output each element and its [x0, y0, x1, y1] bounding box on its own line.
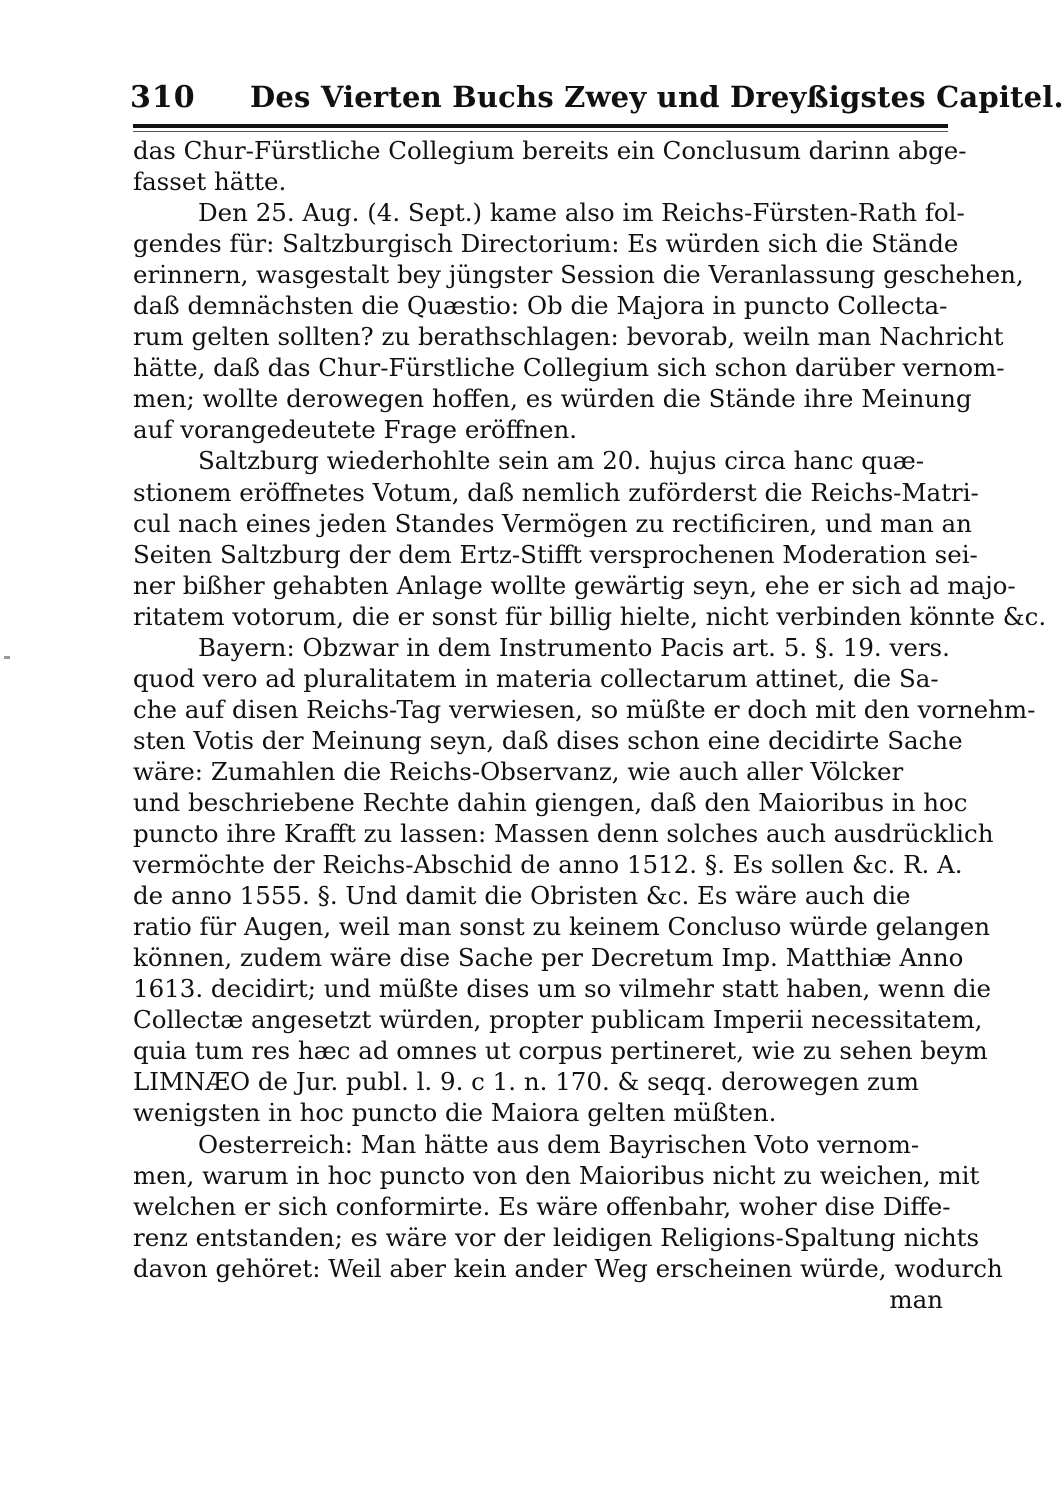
text-line: fasset hätte.	[133, 167, 287, 197]
catchword: man	[889, 1284, 943, 1314]
text-line: ner bißher gehabten Anlage wollte gewärtig seyn, ehe er sich ad majo-	[133, 570, 1016, 600]
text-line: men; wollte derowegen hoffen, es würden die Stände ihre Meinung	[133, 384, 972, 414]
text-line: puncto ihre Krafft zu lassen: Massen denn solches auch ausdrücklich	[133, 819, 994, 849]
text-line: daß demnächsten die Quæstio: Ob die Majora in puncto Collecta-	[133, 291, 948, 321]
page-header	[120, 80, 1064, 122]
paragraph-start-line: Saltzburg wiederhohlte sein am 20. hujus circa hanc quæ-	[198, 446, 925, 476]
text-line: welchen er sich conformirte. Es wäre offenbahr, woher dise Diffe-	[133, 1191, 951, 1221]
header-rule	[133, 124, 948, 128]
text-line: quia tum res hæc ad omnes ut corpus pertineret, wie zu sehen beym	[133, 1036, 988, 1066]
text-line: das Chur-Fürstliche Collegium bereits ein Conclusum darinn abge-	[133, 136, 967, 165]
running-head: Des Vierten Buchs Zwey und Dreyßigstes Capitel.	[250, 80, 1064, 114]
text-line: LIMNÆO de Jur. publ. l. 9. c 1. n. 170. & seqq. derowegen zum	[133, 1067, 919, 1097]
text-line: hätte, daß das Chur-Fürstliche Collegium sich schon darüber vernom-	[133, 353, 1005, 383]
text-line: men, warum in hoc puncto von den Maioribus nicht zu weichen, mit	[133, 1160, 980, 1190]
text-line: gendes für: Saltzburgisch Directorium: Es würden sich die Stände	[133, 229, 959, 259]
header-rule-thin	[133, 131, 948, 132]
paragraph-start-line: Oesterreich: Man hätte aus dem Bayrischen Voto vernom-	[198, 1129, 920, 1159]
text-line: renz entstanden; es wäre vor der leidigen Religions-Spaltung nichts	[133, 1222, 980, 1252]
text-line: Seiten Saltzburg der dem Ertz-Stifft versprochenen Moderation sei-	[133, 539, 978, 569]
body-text	[133, 135, 1047, 1315]
text-line: che auf disen Reichs-Tag verwiesen, so müßte er doch mit den vornehm-	[133, 694, 1036, 724]
text-line: sten Votis der Meinung seyn, daß dises schon eine decidirte Sache	[133, 725, 963, 755]
text-line: wenigsten in hoc puncto die Maiora gelten müßten.	[133, 1098, 777, 1128]
text-line: und beschriebene Rechte dahin giengen, daß den Maioribus in hoc	[133, 787, 968, 817]
text-line: auf vorangedeutete Frage eröffnen.	[133, 415, 578, 445]
text-line: rum gelten sollten? zu berathschlagen: bevorab, weiln man Nachricht	[133, 322, 1004, 352]
text-line: ritatem votorum, die er sonst für billig hielte, nicht verbinden könnte &c.	[133, 601, 1047, 631]
text-line: wäre: Zumahlen die Reichs-Observanz, wie auch aller Völcker	[133, 756, 904, 786]
text-line: Collectæ angesetzt würden, propter publicam Imperii necessitatem,	[133, 1005, 983, 1035]
text-line: stionem eröffnetes Votum, daß nemlich zuförderst die Reichs-Matri-	[133, 477, 979, 507]
text-line: können, zudem wäre dise Sache per Decretum Imp. Matthiæ Anno	[133, 943, 964, 973]
text-line: vermöchte der Reichs-Abschid de anno 1512. §. Es sollen &c. R. A.	[133, 850, 963, 880]
text-line: ratio für Augen, weil man sonst zu keinem Concluso würde gelangen	[133, 912, 991, 942]
text-line: erinnern, wasgestalt bey jüngster Session die Veranlassung geschehen,	[133, 260, 1024, 290]
text-line: 1613. decidirt; und müßte dises um so vilmehr statt haben, wenn die	[133, 974, 991, 1004]
paragraph-start-line: Bayern: Obzwar in dem Instrumento Pacis art. 5. §. 19. vers.	[198, 632, 950, 662]
text-line: de anno 1555. §. Und damit die Obristen &c. Es wäre auch die	[133, 881, 911, 911]
text-line: cul nach eines jeden Standes Vermögen zu rectificiren, und man an	[133, 508, 972, 538]
text-line: quod vero ad pluralitatem in materia collectarum attinet, die Sa-	[133, 663, 939, 693]
text-line: davon gehöret: Weil aber kein ander Weg erscheinen würde, wodurch	[133, 1253, 1003, 1283]
margin-mark	[4, 656, 10, 659]
paragraph-start-line: Den 25. Aug. (4. Sept.) kame also im Reichs-Fürsten-Rath fol-	[198, 198, 965, 228]
page-number: 310	[130, 80, 196, 115]
